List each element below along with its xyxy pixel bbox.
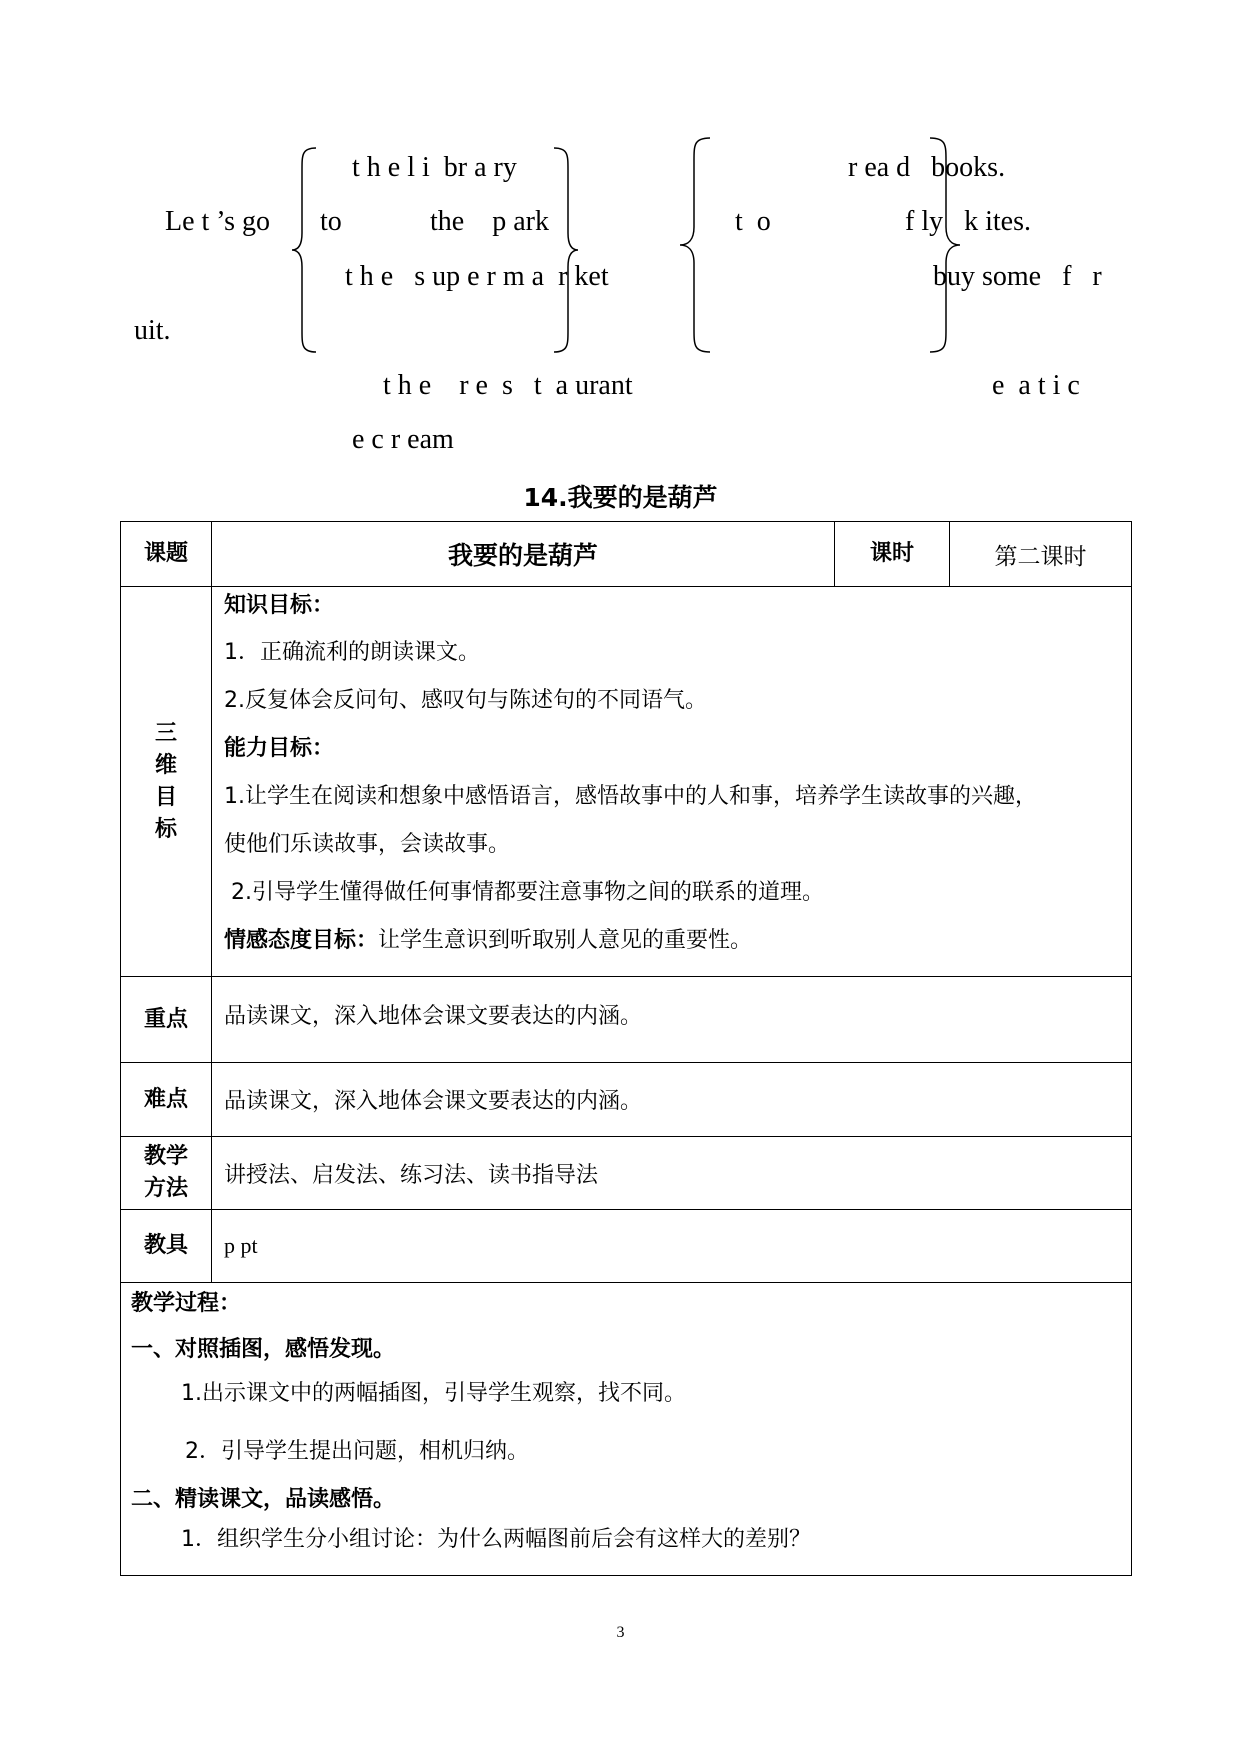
- page-number: 3: [616, 1624, 625, 1641]
- method-row: [121, 1137, 1132, 1210]
- period-value: 第二课时: [950, 522, 1132, 587]
- place-supermarket: t h e s up e r m a r ket: [345, 261, 609, 292]
- section-1-item-1: 1.出示课文中的两幅插图，引导学生观察，找不同。: [181, 1381, 686, 1406]
- key-point-value: 品读课文，深入地体会课文要表达的内涵。: [212, 977, 1132, 1063]
- process-row: [121, 1283, 1132, 1576]
- right-brace-2: [926, 135, 962, 355]
- topic-row: [121, 522, 1132, 587]
- goals-label: 三 维 目 标: [121, 587, 212, 977]
- goals-row: [121, 587, 1132, 977]
- period-label: 课时: [835, 522, 950, 587]
- emotion-goal: [224, 927, 1131, 955]
- emotion-heading: 情感态度目标：: [224, 928, 379, 953]
- left-brace-2: [678, 135, 714, 355]
- difficulty-value: 品读课文，深入地体会课文要表达的内涵。: [212, 1063, 1132, 1137]
- section-2-heading: 二、精读课文，品读感悟。: [131, 1487, 396, 1512]
- to-left-text: to: [320, 206, 342, 237]
- activity-read: r ea d books.: [848, 152, 1006, 183]
- difficulty-row: [121, 1063, 1132, 1137]
- knowledge-item-1: 1．正确流利的朗读课文。: [224, 640, 480, 665]
- process-heading: 教学过程：: [131, 1291, 242, 1316]
- knowledge-heading: 知识目标：: [224, 593, 335, 618]
- process-content: [121, 1283, 1132, 1576]
- key-point-label: 重点: [121, 977, 212, 1063]
- emotion-text: 让学生意识到听取别人意见的重要性。: [378, 928, 753, 953]
- right-brace-1: [550, 145, 580, 355]
- activity-buy: buy some f r: [933, 261, 1102, 292]
- tools-value: p pt: [212, 1210, 1132, 1283]
- goals-content: [212, 587, 1132, 977]
- section-1-item-2: 2．引导学生提出问题，相机归纳。: [185, 1439, 529, 1464]
- ability-item-2: 2.引导学生懂得做任何事情都要注意事物之间的联系的道理。: [224, 880, 824, 905]
- place-restaurant: t h e r e s t a urant: [383, 370, 633, 401]
- ability-item-1: 1.让学生在阅读和想象中感悟语言，感悟故事中的人和事，培养学生读故事的兴趣，: [224, 784, 1037, 809]
- left-brace-1: [290, 145, 320, 355]
- tools-row: [121, 1210, 1132, 1283]
- topic-value: 我要的是葫芦: [212, 522, 835, 587]
- place-library: t h e l i br a ry: [352, 152, 517, 183]
- knowledge-item-2: 2.反复体会反问句、感叹句与陈述句的不同语气。: [224, 688, 707, 713]
- method-label: 教学 方法: [121, 1137, 212, 1210]
- tools-label: 教具: [121, 1210, 212, 1283]
- lets-go-text: Le t ’s go: [165, 206, 270, 237]
- ability-heading: 能力目标：: [224, 736, 335, 761]
- section-2-item-1: 1．组织学生分小组讨论：为什么两幅图前后会有这样大的差别？: [181, 1527, 811, 1552]
- to-right-text: t o: [735, 206, 771, 237]
- activity-fly: f ly k ites.: [905, 206, 1031, 237]
- activity-eat-continued: e c r eam: [352, 424, 454, 455]
- topic-label: 课题: [121, 522, 212, 587]
- ability-item-1-continued: 使他们乐读故事，会读故事。: [224, 832, 511, 857]
- section-1-heading: 一、对照插图，感悟发现。: [131, 1337, 396, 1362]
- method-value: 讲授法、启发法、练习法、读书指导法: [212, 1137, 1132, 1210]
- key-point-row: [121, 977, 1132, 1063]
- lesson-title: 14.我要的是葫芦: [523, 483, 718, 512]
- lesson-plan-table: [120, 521, 1132, 1576]
- place-park: the p ark: [430, 206, 549, 237]
- activity-buy-continued: uit.: [134, 315, 171, 346]
- difficulty-label: 难点: [121, 1063, 212, 1137]
- activity-eat: e a t i c: [992, 370, 1080, 401]
